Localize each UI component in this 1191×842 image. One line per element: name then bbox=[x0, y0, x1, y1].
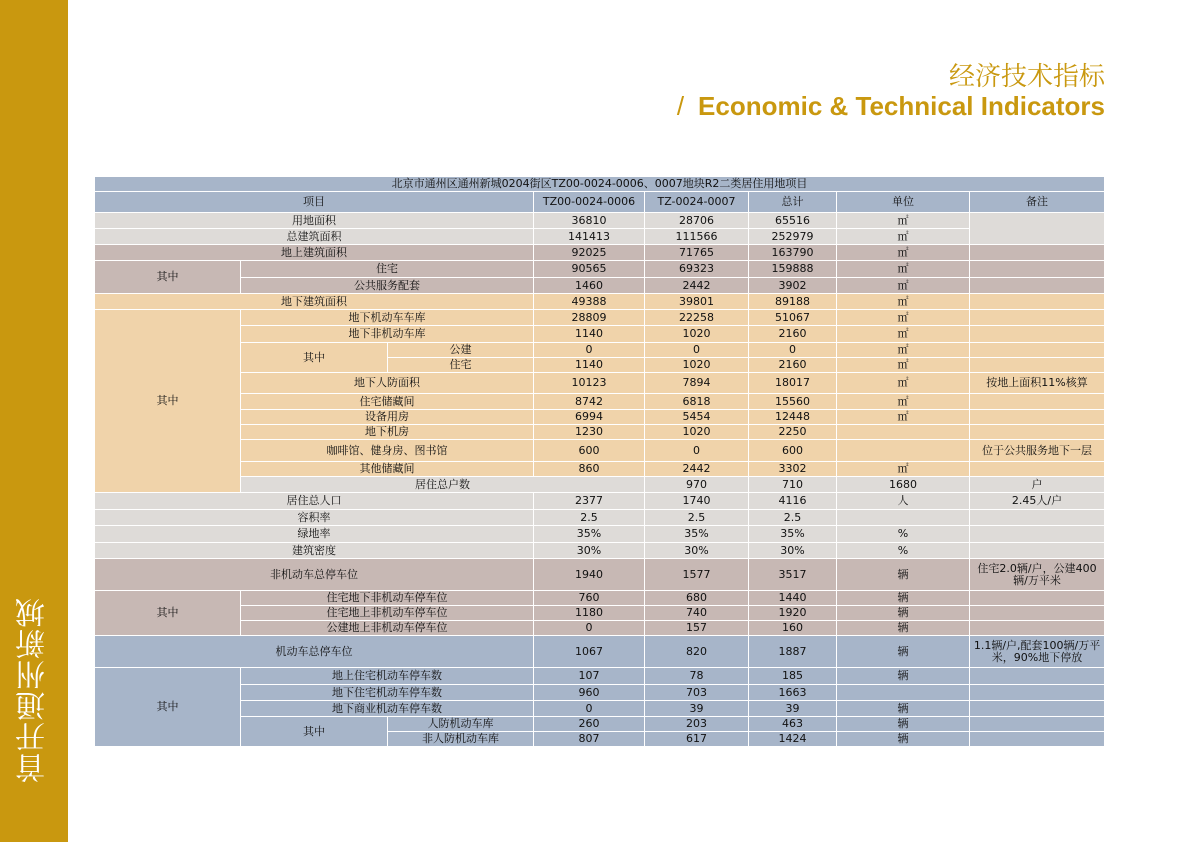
cell-total: 2160 bbox=[749, 358, 837, 373]
cell-unit: ㎡ bbox=[837, 310, 970, 326]
row-label: 地下机动车车库 bbox=[241, 310, 534, 326]
cell-plot-2: 111566 bbox=[645, 229, 749, 245]
cell-plot-1: 28809 bbox=[534, 310, 645, 326]
cell-plot-2: 22258 bbox=[645, 310, 749, 326]
table-row bbox=[95, 278, 1105, 294]
cell-plot-1: 1140 bbox=[534, 326, 645, 343]
table-row bbox=[95, 440, 1105, 462]
table-row bbox=[95, 621, 1105, 636]
cell-plot-2: 6818 bbox=[645, 394, 749, 410]
cell-plot-2: 2.5 bbox=[645, 510, 749, 526]
cell-plot-1: 1460 bbox=[534, 278, 645, 294]
cell-unit: 辆 bbox=[837, 732, 970, 747]
cell-note bbox=[970, 245, 1105, 261]
cell-note bbox=[970, 543, 1105, 559]
cell-total: 39 bbox=[749, 701, 837, 717]
cell-total: 0 bbox=[749, 343, 837, 358]
cell-plot-2: 203 bbox=[645, 717, 749, 732]
cell-note bbox=[970, 213, 1105, 245]
row-label: 人防机动车库 bbox=[388, 717, 534, 732]
row-label: 住宅 bbox=[241, 261, 534, 278]
cell-plot-1: 260 bbox=[534, 717, 645, 732]
cell-note bbox=[970, 358, 1105, 373]
table-row bbox=[95, 229, 1105, 245]
row-label: 地下人防面积 bbox=[241, 373, 534, 394]
cell-plot-1: 0 bbox=[534, 621, 645, 636]
cell-note bbox=[970, 425, 1105, 440]
cell-total: 163790 bbox=[749, 245, 837, 261]
cell-note: 按地上面积11%核算 bbox=[970, 373, 1105, 394]
cell-plot-1: 35% bbox=[534, 526, 645, 543]
cell-total: 15560 bbox=[749, 394, 837, 410]
cell-plot-2: 39801 bbox=[645, 294, 749, 310]
cell-unit: ㎡ bbox=[837, 358, 970, 373]
cell-note: 住宅2.0辆/户，公建400辆/万平米 bbox=[970, 559, 1105, 591]
row-label: 居住总人口 bbox=[95, 493, 534, 510]
cell-total: 463 bbox=[749, 717, 837, 732]
cell-plot-2: 617 bbox=[645, 732, 749, 747]
row-label: 住宅地下非机动车停车位 bbox=[241, 591, 534, 606]
row-label: 总建筑面积 bbox=[95, 229, 534, 245]
cell-plot-1: 36810 bbox=[534, 213, 645, 229]
table-row bbox=[95, 668, 1105, 685]
header-unit: 单位 bbox=[837, 192, 970, 213]
cell-plot-1: 8742 bbox=[534, 394, 645, 410]
table-row bbox=[95, 343, 1105, 358]
table-row bbox=[95, 373, 1105, 394]
cell-total: 2160 bbox=[749, 326, 837, 343]
cell-unit bbox=[837, 510, 970, 526]
table-row bbox=[95, 606, 1105, 621]
table-row bbox=[95, 591, 1105, 606]
cell-plot-1: 92025 bbox=[534, 245, 645, 261]
table-row bbox=[95, 294, 1105, 310]
table-row bbox=[95, 493, 1105, 510]
table-row bbox=[95, 394, 1105, 410]
cell-plot-2: 1020 bbox=[645, 326, 749, 343]
cell-plot-1: 2.5 bbox=[534, 510, 645, 526]
cell-note bbox=[970, 326, 1105, 343]
cell-total: 18017 bbox=[749, 373, 837, 394]
table-row bbox=[95, 543, 1105, 559]
row-label: 容积率 bbox=[95, 510, 534, 526]
cell-note bbox=[970, 310, 1105, 326]
table-row bbox=[95, 462, 1105, 477]
cell-note bbox=[970, 668, 1105, 685]
cell-total: 1663 bbox=[749, 685, 837, 701]
group-label: 其中 bbox=[95, 591, 241, 636]
table-row bbox=[95, 636, 1105, 668]
cell-unit: % bbox=[837, 526, 970, 543]
cell-unit: ㎡ bbox=[837, 462, 970, 477]
cell-plot-1: 107 bbox=[534, 668, 645, 685]
cell-unit: 辆 bbox=[837, 701, 970, 717]
table-row bbox=[95, 510, 1105, 526]
cell-plot-1: 1140 bbox=[534, 358, 645, 373]
brand-name: 首开通州新城 bbox=[16, 597, 51, 783]
cell-plot-2: 157 bbox=[645, 621, 749, 636]
cell-total: 65516 bbox=[749, 213, 837, 229]
table-header-row bbox=[95, 192, 1105, 213]
cell-total: 600 bbox=[749, 440, 837, 462]
header-plot-2: TZ-0024-0007 bbox=[645, 192, 749, 213]
cell-unit: 辆 bbox=[837, 668, 970, 685]
cell-unit: ㎡ bbox=[837, 394, 970, 410]
row-label: 建筑密度 bbox=[95, 543, 534, 559]
header-total: 总计 bbox=[749, 192, 837, 213]
cell-unit: 辆 bbox=[837, 591, 970, 606]
cell-plot-2: 0 bbox=[645, 343, 749, 358]
header-plot-1: TZ00-0024-0006 bbox=[534, 192, 645, 213]
cell-total: 89188 bbox=[749, 294, 837, 310]
cell-plot-1: 807 bbox=[534, 732, 645, 747]
row-label: 居住总户数 bbox=[241, 477, 645, 493]
cell-plot-2: 820 bbox=[645, 636, 749, 668]
header-note: 备注 bbox=[970, 192, 1105, 213]
cell-unit: 辆 bbox=[837, 636, 970, 668]
row-label: 设备用房 bbox=[241, 410, 534, 425]
table-row bbox=[95, 213, 1105, 229]
cell-total: 2250 bbox=[749, 425, 837, 440]
table-row bbox=[95, 261, 1105, 278]
cell-unit: ㎡ bbox=[837, 278, 970, 294]
cell-plot-2: 1020 bbox=[645, 425, 749, 440]
cell-unit bbox=[837, 440, 970, 462]
cell-plot-2: 71765 bbox=[645, 245, 749, 261]
cell-plot-1: 90565 bbox=[534, 261, 645, 278]
cell-total: 3517 bbox=[749, 559, 837, 591]
cell-plot-1: 970 bbox=[645, 477, 749, 493]
cell-note bbox=[970, 526, 1105, 543]
cell-unit: 辆 bbox=[837, 606, 970, 621]
cell-unit bbox=[837, 685, 970, 701]
table-row bbox=[95, 477, 1105, 493]
header-item: 项目 bbox=[95, 192, 534, 213]
cell-plot-2: 680 bbox=[645, 591, 749, 606]
cell-unit: % bbox=[837, 543, 970, 559]
row-label: 其他储藏间 bbox=[241, 462, 534, 477]
group-label: 其中 bbox=[95, 261, 241, 294]
cell-plot-2: 1577 bbox=[645, 559, 749, 591]
cell-total: 51067 bbox=[749, 310, 837, 326]
cell-unit: 人 bbox=[837, 493, 970, 510]
cell-plot-1: 141413 bbox=[534, 229, 645, 245]
cell-plot-1: 10123 bbox=[534, 373, 645, 394]
table-row bbox=[95, 717, 1105, 732]
cell-plot-1: 1067 bbox=[534, 636, 645, 668]
cell-note bbox=[970, 261, 1105, 278]
cell-total: 4116 bbox=[749, 493, 837, 510]
table-caption: 北京市通州区通州新城0204街区TZ00-0024-0006、0007地块R2二类居住用地项目 bbox=[95, 177, 1105, 192]
cell-plot-1: 0 bbox=[534, 343, 645, 358]
cell-total: 160 bbox=[749, 621, 837, 636]
cell-plot-2: 740 bbox=[645, 606, 749, 621]
row-label: 非人防机动车库 bbox=[388, 732, 534, 747]
table-row bbox=[95, 310, 1105, 326]
sidebar-band bbox=[0, 0, 68, 842]
cell-plot-1: 6994 bbox=[534, 410, 645, 425]
cell-note bbox=[970, 394, 1105, 410]
title-en-text: Economic & Technical Indicators bbox=[698, 91, 1105, 121]
row-label: 地下商业机动车停车数 bbox=[241, 701, 534, 717]
cell-note: 2.45人/户 bbox=[970, 493, 1105, 510]
group-label: 其中 bbox=[95, 310, 241, 493]
cell-note bbox=[970, 732, 1105, 747]
row-label: 住宅储藏间 bbox=[241, 394, 534, 410]
cell-total: 252979 bbox=[749, 229, 837, 245]
cell-note bbox=[970, 278, 1105, 294]
cell-plot-1: 760 bbox=[534, 591, 645, 606]
cell-note bbox=[970, 717, 1105, 732]
cell-unit: 辆 bbox=[837, 717, 970, 732]
row-label: 住宅 bbox=[388, 358, 534, 373]
table-row bbox=[95, 425, 1105, 440]
cell-unit: ㎡ bbox=[837, 343, 970, 358]
group-label: 其中 bbox=[241, 343, 388, 373]
cell-note bbox=[970, 462, 1105, 477]
cell-plot-2: 7894 bbox=[645, 373, 749, 394]
cell-plot-2: 69323 bbox=[645, 261, 749, 278]
cell-plot-2: 30% bbox=[645, 543, 749, 559]
group-label: 其中 bbox=[95, 668, 241, 747]
cell-note bbox=[970, 701, 1105, 717]
cell-note bbox=[970, 591, 1105, 606]
cell-note: 1.1辆/户,配套100辆/万平米，90%地下停放 bbox=[970, 636, 1105, 668]
row-label: 地下非机动车库 bbox=[241, 326, 534, 343]
cell-plot-2: 2442 bbox=[645, 462, 749, 477]
cell-plot-1: 49388 bbox=[534, 294, 645, 310]
cell-note bbox=[970, 621, 1105, 636]
cell-total: 1920 bbox=[749, 606, 837, 621]
cell-plot-2: 0 bbox=[645, 440, 749, 462]
cell-total: 1887 bbox=[749, 636, 837, 668]
cell-total: 3902 bbox=[749, 278, 837, 294]
cell-note: 位于公共服务地下一层 bbox=[970, 440, 1105, 462]
cell-plot-1: 1180 bbox=[534, 606, 645, 621]
row-label: 咖啡馆、健身房、图书馆 bbox=[241, 440, 534, 462]
cell-plot-1: 2377 bbox=[534, 493, 645, 510]
table-row bbox=[95, 326, 1105, 343]
cell-unit: ㎡ bbox=[837, 229, 970, 245]
cell-unit: ㎡ bbox=[837, 213, 970, 229]
cell-plot-1: 1230 bbox=[534, 425, 645, 440]
row-label: 非机动车总停车位 bbox=[95, 559, 534, 591]
title-slash: / bbox=[676, 91, 685, 121]
group-label: 其中 bbox=[241, 717, 388, 747]
indicators-table bbox=[94, 176, 1105, 747]
cell-plot-1: 960 bbox=[534, 685, 645, 701]
cell-plot-2: 39 bbox=[645, 701, 749, 717]
cell-total: 3302 bbox=[749, 462, 837, 477]
row-label: 地下住宅机动车停车数 bbox=[241, 685, 534, 701]
cell-unit: ㎡ bbox=[837, 373, 970, 394]
page-title-cn: 经济技术指标 bbox=[948, 62, 1105, 92]
table-row bbox=[95, 526, 1105, 543]
row-label: 用地面积 bbox=[95, 213, 534, 229]
cell-note bbox=[970, 606, 1105, 621]
cell-unit: ㎡ bbox=[837, 245, 970, 261]
cell-note bbox=[970, 685, 1105, 701]
row-label: 地下机房 bbox=[241, 425, 534, 440]
cell-plot-1: 860 bbox=[534, 462, 645, 477]
cell-total: 1440 bbox=[749, 591, 837, 606]
table-row bbox=[95, 685, 1105, 701]
cell-total: 185 bbox=[749, 668, 837, 685]
row-label: 地下建筑面积 bbox=[95, 294, 534, 310]
cell-unit: ㎡ bbox=[837, 326, 970, 343]
row-label: 地上建筑面积 bbox=[95, 245, 534, 261]
table-caption-row bbox=[95, 177, 1105, 192]
cell-total: 1680 bbox=[837, 477, 970, 493]
table-row bbox=[95, 559, 1105, 591]
cell-total: 12448 bbox=[749, 410, 837, 425]
row-label: 机动车总停车位 bbox=[95, 636, 534, 668]
cell-total: 2.5 bbox=[749, 510, 837, 526]
page-title-en bbox=[677, 91, 1105, 122]
cell-unit: ㎡ bbox=[837, 410, 970, 425]
cell-plot-2: 78 bbox=[645, 668, 749, 685]
cell-plot-1: 600 bbox=[534, 440, 645, 462]
cell-total: 30% bbox=[749, 543, 837, 559]
row-label: 绿地率 bbox=[95, 526, 534, 543]
cell-total: 1424 bbox=[749, 732, 837, 747]
cell-note bbox=[970, 510, 1105, 526]
row-label: 住宅地上非机动车停车位 bbox=[241, 606, 534, 621]
table-row bbox=[95, 245, 1105, 261]
cell-unit: 户 bbox=[970, 477, 1105, 493]
cell-plot-2: 5454 bbox=[645, 410, 749, 425]
cell-plot-1: 0 bbox=[534, 701, 645, 717]
row-label: 公建地上非机动车停车位 bbox=[241, 621, 534, 636]
cell-note bbox=[970, 343, 1105, 358]
cell-unit: 辆 bbox=[837, 621, 970, 636]
cell-plot-2: 710 bbox=[749, 477, 837, 493]
cell-plot-2: 2442 bbox=[645, 278, 749, 294]
cell-unit: 辆 bbox=[837, 559, 970, 591]
table-row bbox=[95, 410, 1105, 425]
cell-total: 159888 bbox=[749, 261, 837, 278]
cell-unit: ㎡ bbox=[837, 294, 970, 310]
cell-total: 35% bbox=[749, 526, 837, 543]
cell-plot-2: 1020 bbox=[645, 358, 749, 373]
cell-unit bbox=[837, 425, 970, 440]
row-label: 地上住宅机动车停车数 bbox=[241, 668, 534, 685]
cell-plot-2: 703 bbox=[645, 685, 749, 701]
cell-plot-1: 30% bbox=[534, 543, 645, 559]
row-label: 公共服务配套 bbox=[241, 278, 534, 294]
table-row bbox=[95, 701, 1105, 717]
cell-plot-1: 1940 bbox=[534, 559, 645, 591]
cell-plot-2: 28706 bbox=[645, 213, 749, 229]
cell-unit: ㎡ bbox=[837, 261, 970, 278]
row-label: 公建 bbox=[388, 343, 534, 358]
cell-plot-2: 1740 bbox=[645, 493, 749, 510]
cell-note bbox=[970, 294, 1105, 310]
cell-note bbox=[970, 410, 1105, 425]
cell-plot-2: 35% bbox=[645, 526, 749, 543]
